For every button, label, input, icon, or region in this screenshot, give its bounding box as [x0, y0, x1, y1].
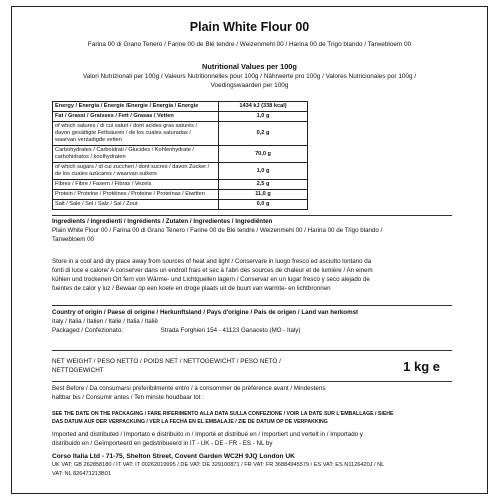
net-weight-value: 1 kg e [403, 359, 440, 374]
nutrition-row-sugars: of which sugars / di cui zuccheri / dont sucres / davon Zucker / de los cuales azúcares / waarvan suikers 1,0 g [53, 163, 308, 180]
nutrition-subheading: Valori Nutrizionali per 100g / Valeurs Nutritionnelles pour 100g / Nährwerte pro 100g / Valores Nutricionales por 100g / Voedingswaarden per 100g [82, 73, 417, 89]
nutrition-table [52, 101, 308, 210]
nutrition-row-energy: Energy / Energia / Énergie /Energie / Energía / Energie 1434 kJ (338 kcal) [53, 102, 308, 112]
nutrition-row-protein: Protein / Proteine / Protéines / Proteine / Proteínas / Eiwitten 11,0 g [53, 190, 308, 200]
nutrition-row-salt: Salt / Sale / Sel / Salz / Sal / Zout 0,0 g [53, 200, 308, 210]
nutrition-row-fat: Fat / Grassi / Graisses / Fett / Grasas / Vetten 1,0 g [53, 112, 308, 122]
product-translations: Farina 00 di Grano Tenero / Farine 00 de Blé tendre / Weizenmehl 00 / Harina 00 de Trigo blando / Tarwebloem 00 [87, 41, 412, 48]
company-section [52, 452, 447, 479]
origin-heading: Country of origin / Paese di origine / Herkunftsland / Pays d'origine / País de origen / Land van herkomst [52, 309, 359, 316]
company-name: Corso Italia Ltd - 71-75, Shelton Street, Covent Garden WC2H 9JQ London UK [52, 453, 295, 460]
origin-countries: Italy / Italia / Italien / Italie / Italia / Italië [52, 318, 158, 325]
best-before-text: Best Before / Da consumarsi preferibilmente entro / à consommer de préférence avant / Mindestens haltbar bis / Consumir antes / Ten minste houdbaar tot : [52, 385, 326, 401]
divider [52, 350, 452, 351]
product-label [11, 6, 488, 494]
ingredients-text: Plain White Flour 00 / Farina 00 di Grano Tenero / Farine 00 de Blé tendre / Weizenmehl 00 / Harina 00 de Trigo blando / Tarwebloem 00 [52, 227, 383, 243]
divider [52, 305, 452, 306]
nutrition-row-fibres: Fibres / Fibre / Fasern / Fibras / Vezels 2,5 g [53, 180, 308, 190]
net-weight-row [52, 357, 452, 375]
nutrition-heading: Nutritional Values per 100g [202, 62, 297, 71]
vat-codes: UK VAT: GB 262858180 / IT VAT: IT 00262019995 / DE VAT: DE 329100871 / FR VAT: FR 36884945579 / ES VAT: ES N1126420J / NL VAT: NL 826471213B01 [52, 462, 385, 477]
nutrition-row-saturates: of which satures / di cui saturi / dont acides gras saturés / davon gesättigte Fettsäuren / de los cuales saturadas / waarvan verzadigde vetten 0,2 g [53, 122, 308, 146]
packaged-line: Packaged / Confezionato: Strada Forghieri 154 - 41123 Ganaceto (MO - Italy) [52, 327, 301, 334]
storage-text: Store in a cool and dry place away from sources of heat and light / Conservare in luogo fresco ed asciutto lontano da fonti di luce e calore/ A conserver dans un endroit frais et sec à l'abri des sources de chaleur et de lumière / An einem kühlen und trockenen Ort fern von Wärme- und Lichtquellen lagern / Conservar en un lugar fresco y seco alejado de fuentes de calor y luz / Bewaar op een koele en droge plaats uit de buurt van warmte- en lichtbronnen [52, 258, 373, 292]
ingredients-heading: Ingredients / Ingredienti / Ingrédients / Zutaten / Ingredientes / Ingrediënten [52, 218, 273, 225]
see-date-text: SEE THE DATE ON THE PACKAGING / FARE RIFERIMENTO ALLA DATA SULLA CONFEZIONE / VOIR LA DATE SUR L'EMBALLAGE / SIEHE DAS DATUM AUF DER VERPACKUNG / VER LA FECHA EN EL EMBALAJE / ZIE DE DATUM OP DE VERPAKKING [52, 411, 394, 425]
ingredients-section [52, 217, 447, 244]
nutrition-row-carbohydrates: Carbohydrates / Carboidrati / Glucides / Kohlenhydrate / carbohidratos / koolhydraten 70,0 g [53, 146, 308, 163]
imported-text: Imported and distributed / Importato e distribuito in / Importé et distribué en / Importiert und vertelt in / Importado y distribuido en / Geïmporteerd en gedistribueerd in IT - UK - DE - FR - ES - NL by [52, 431, 363, 447]
origin-section [52, 308, 447, 335]
net-weight-label: NET WEIGHT / PESO NETTO / POIDS NET / NETTOGEWICHT / PESO NETO / NETTOGEWICHT [52, 358, 281, 374]
divider [52, 381, 452, 382]
product-title: Plain White Flour 00 [189, 20, 310, 34]
divider [52, 215, 452, 216]
